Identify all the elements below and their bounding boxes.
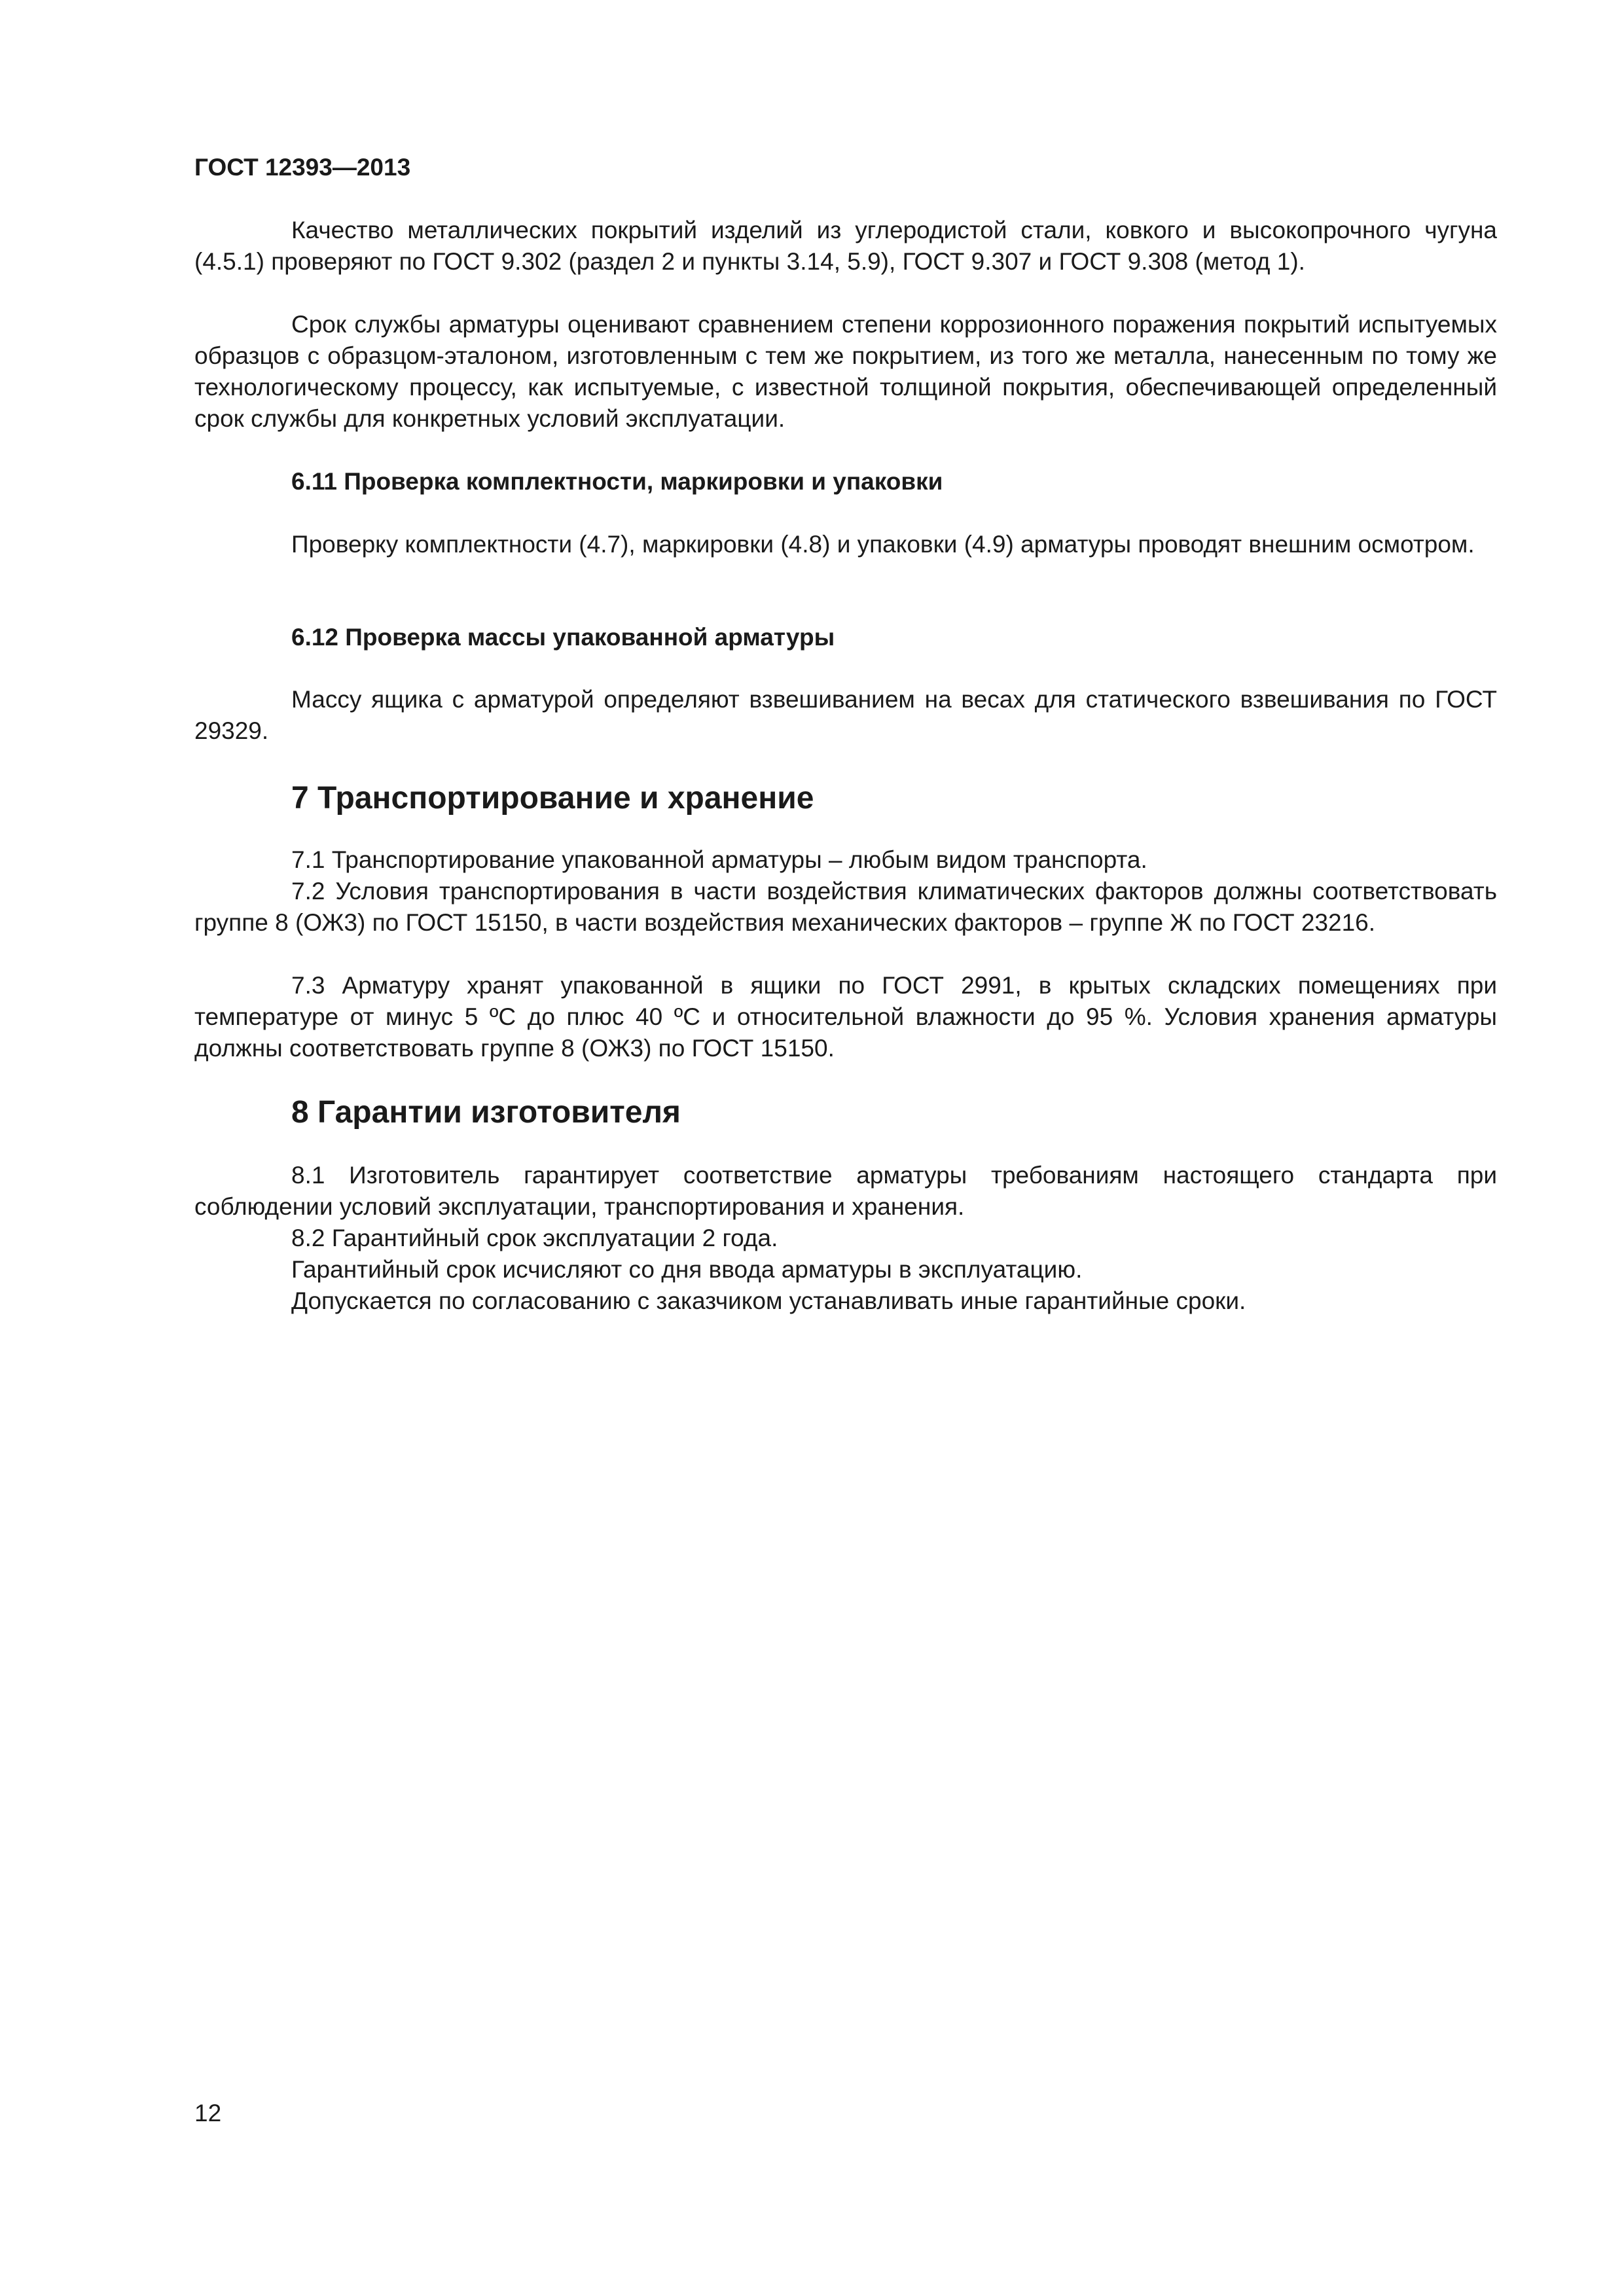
paragraph-warranty-start: Гарантийный срок исчисляют со дня ввода арматуры в эксплуатацию.: [291, 1256, 1083, 1283]
subheading-6-12: 6.12 Проверка массы упакованной арматуры: [291, 624, 835, 651]
paragraph-mass-check: Массу ящика с арматурой определяют взвешиванием на весах для статического взвешивания по ГОСТ 29329.: [194, 686, 1497, 744]
paragraph-8-1: 8.1 Изготовитель гарантирует соответствие арматуры требованиям настоящего стандарта при соблюдении условий эксплуатации, транспортирования и хранения.: [194, 1162, 1497, 1220]
paragraph-coating-quality: Качество металлических покрытий изделий из углеродистой стали, ковкого и высокопрочного чугуна (4.5.1) проверяют по ГОСТ 9.302 (раздел 2 и пункты 3.14, 5.9), ГОСТ 9.307 и ГОСТ 9.308 (метод 1).: [194, 217, 1497, 275]
paragraph-7-3: 7.3 Арматуру хранят упакованной в ящики по ГОСТ 2991, в крытых складских помещениях при температуре от минус 5 ºС до плюс 40 ºС и относительной влажности до 95 %. Условия хранения арматуры должны соответствовать группе 8 (ОЖ3) по ГОСТ 15150.: [194, 972, 1497, 1062]
paragraph-7-1: 7.1 Транспортирование упакованной арматуры – любым видом транспорта.: [291, 846, 1147, 873]
paragraph-service-life: Срок службы арматуры оценивают сравнением степени коррозионного поражения покрытий испытуемых образцов с образцом-эталоном, изготовленным с тем же покрытием, из того же металла, нанесенным по тому же технологическому процессу, как испытуемые, с известной толщиной покрытия, обеспечивающей определенный срок службы для конкретных условий эксплуатации.: [194, 311, 1497, 432]
paragraph-8-2: 8.2 Гарантийный срок эксплуатации 2 года.: [291, 1225, 778, 1251]
subheading-6-11: 6.11 Проверка комплектности, маркировки и упаковки: [291, 468, 943, 495]
section-heading-7: 7 Транспортирование и хранение: [291, 781, 814, 816]
paragraph-completeness-check: Проверку комплектности (4.7), маркировки (4.8) и упаковки (4.9) арматуры проводят внешним осмотром.: [291, 531, 1475, 558]
paragraph-7-2: 7.2 Условия транспортирования в части воздействия климатических факторов должны соответствовать группе 8 (ОЖ3) по ГОСТ 15150, в части воздействия механических факторов – группе Ж по ГОСТ 23216.: [194, 878, 1497, 936]
paragraph-warranty-other: Допускается по согласованию с заказчиком устанавливать иные гарантийные сроки.: [291, 1287, 1246, 1314]
section-heading-8: 8 Гарантии изготовителя: [291, 1095, 681, 1130]
standard-id-header: ГОСТ 12393—2013: [194, 154, 411, 181]
page-number: 12: [194, 2100, 222, 2126]
